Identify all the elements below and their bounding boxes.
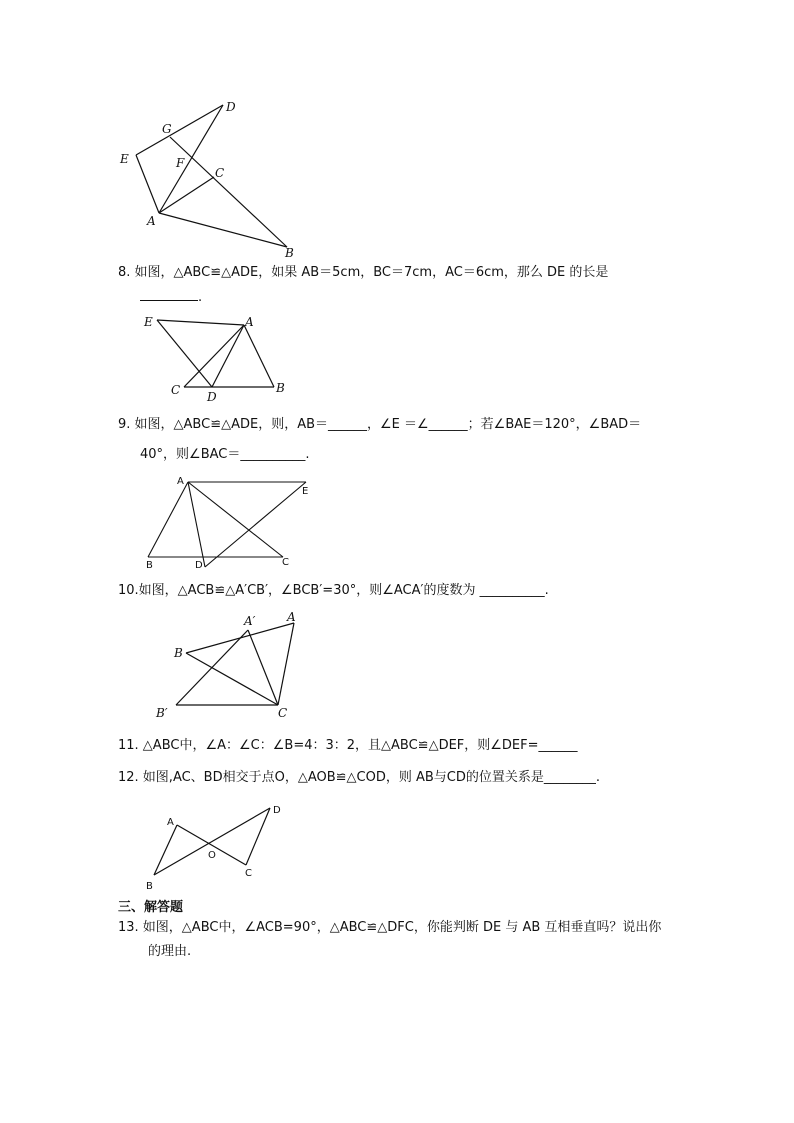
q11-text-line1: 11. △ABC中，∠A：∠C：∠B=4：3：2，且△ABC≌△DEF，则∠DEF=______	[118, 738, 578, 753]
segment-ab	[148, 482, 188, 557]
q10-text-line1: 10.如图，△ACB≌△A′CB′，∠BCB′=30°，则∠ACA′的度数为 __________.	[118, 583, 549, 598]
section-heading: 三、解答题	[118, 900, 184, 915]
q9-text-line1: 9. 如图，△ABC≌△ADE，则，AB＝______，∠E ＝∠______；若∠BAE＝120°，∠BAD＝	[118, 417, 642, 432]
segment-ac	[278, 623, 294, 705]
label-d: D	[273, 805, 281, 816]
q9-text-line2: 40°，则∠BAC＝__________.	[140, 447, 310, 462]
label-a-prime: A′	[244, 614, 256, 628]
figure-q9	[140, 470, 330, 575]
q13-text-line2: 的理由.	[148, 944, 192, 959]
segment-ad	[212, 325, 244, 387]
segment-de	[136, 105, 223, 155]
label-b: B	[174, 646, 183, 660]
label-g: G	[162, 122, 172, 136]
segment-bc	[186, 653, 278, 705]
segment-a1b1	[176, 630, 248, 705]
q8-text-line1: 8. 如图，△ABC≌△ADE，如果 AB＝5cm，BC＝7cm，AC＝6cm，那么 DE 的长是	[118, 265, 609, 280]
q12-text-line1: 12. 如图,AC、BD相交于点O，△AOB≌△COD，则 AB与CD的位置关系是________.	[118, 770, 601, 785]
segment-ac	[184, 325, 244, 387]
segment-ac	[188, 482, 283, 557]
label-a: A	[177, 476, 184, 487]
segment-ac	[159, 177, 214, 213]
label-a: A	[287, 610, 296, 624]
figure-q10-svg	[150, 605, 320, 725]
segment-ed	[157, 320, 212, 387]
label-e: E	[302, 486, 309, 497]
label-b: B	[146, 881, 153, 892]
segment-ad	[188, 482, 205, 567]
label-a: A	[167, 817, 174, 828]
figure-q7-svg	[110, 95, 310, 260]
label-e: E	[120, 152, 129, 166]
segment-cd	[246, 808, 270, 865]
label-c: C	[171, 383, 181, 397]
label-e: E	[144, 315, 153, 329]
segment-ab	[154, 825, 177, 875]
figure-q8	[140, 308, 300, 408]
label-d: D	[195, 560, 203, 571]
segment-ab	[159, 213, 287, 247]
segment-ea	[136, 155, 159, 213]
q8-line2-end: .	[198, 290, 203, 305]
label-d: D	[207, 390, 217, 404]
label-b: B	[285, 246, 294, 260]
label-d: D	[226, 100, 236, 114]
q8-text-line2	[140, 288, 202, 306]
label-c: C	[215, 166, 225, 180]
figure-q10	[150, 605, 320, 725]
figure-q12	[140, 798, 290, 893]
label-c: C	[278, 706, 288, 720]
figure-q12-svg	[140, 798, 290, 893]
label-b: B	[276, 381, 285, 395]
figure-q9-svg	[140, 470, 330, 575]
label-c: C	[245, 868, 252, 879]
label-a: A	[147, 214, 156, 228]
label-c: C	[282, 557, 289, 568]
figure-q8-svg	[140, 308, 300, 408]
segment-gb	[170, 137, 287, 247]
label-f: F	[176, 156, 185, 170]
label-a: A	[245, 315, 254, 329]
q13-text-line1: 13. 如图，△ABC中，∠ACB=90°，△ABC≌△DFC，你能判断 DE 与 AB 互相垂直吗？说出你	[118, 920, 662, 935]
label-o: O	[208, 850, 216, 861]
segment-ea	[157, 320, 244, 325]
label-b: B	[146, 560, 153, 571]
segment-a1c	[248, 630, 278, 705]
label-b-prime: B′	[156, 706, 168, 720]
segment-de	[205, 482, 309, 567]
figure-q7	[110, 95, 310, 260]
segment-ab	[244, 325, 274, 387]
q8-answer-blank[interactable]	[140, 288, 198, 301]
